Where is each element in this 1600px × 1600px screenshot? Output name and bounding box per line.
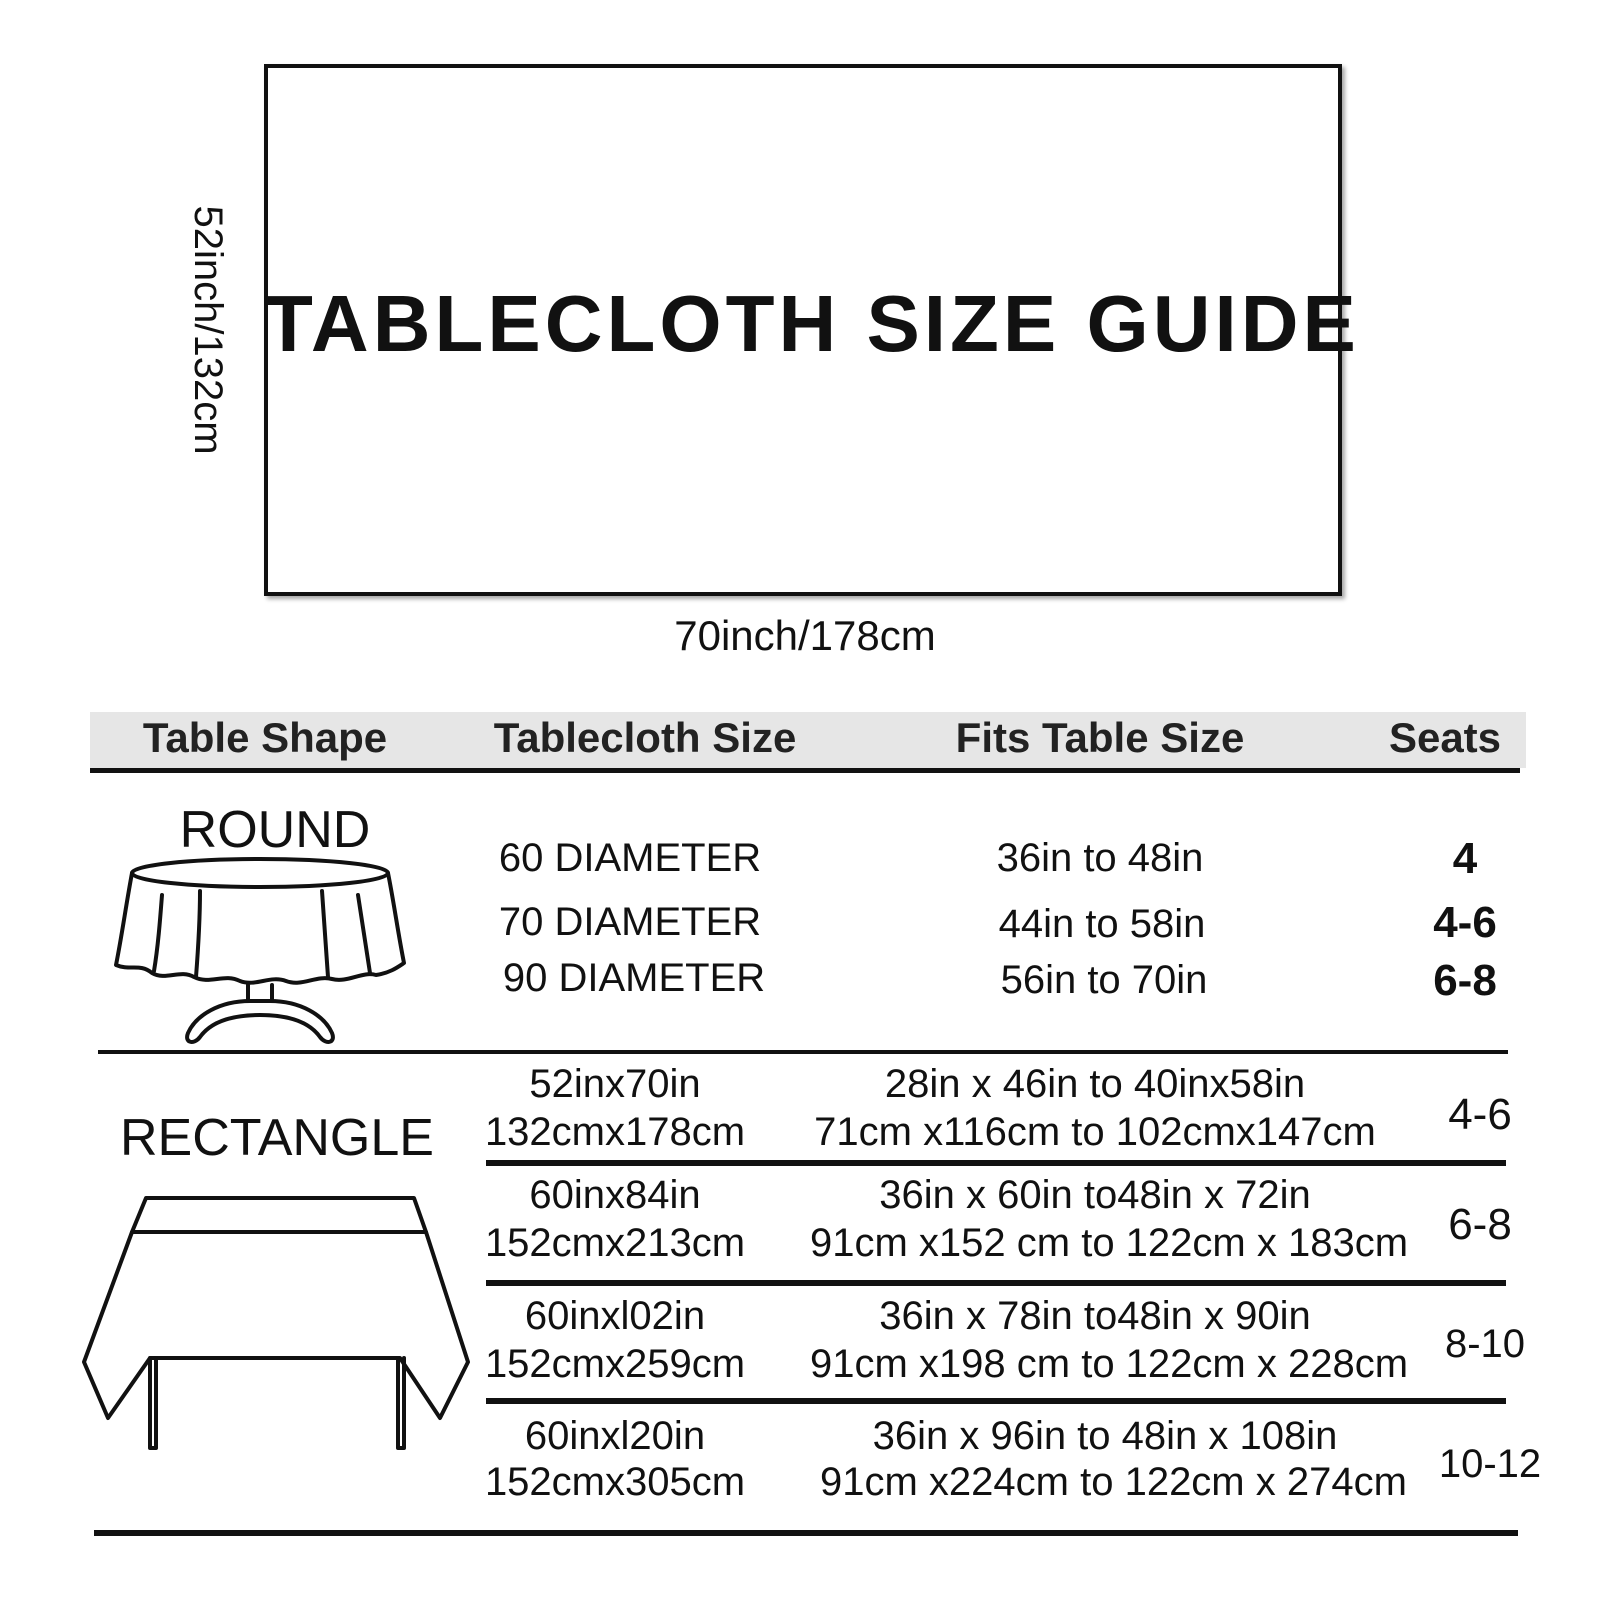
rect-fits-in-1: 28in x 46in to 40inx58in: [884, 1062, 1306, 1106]
rectangle-table-icon: [78, 1190, 474, 1460]
rect-seats-3: 8-10: [1444, 1322, 1526, 1366]
header-fits-table-size: Fits Table Size: [955, 714, 1245, 761]
rect-cloth-cm-1: 132cmx178cm: [484, 1110, 746, 1154]
rect-seats-2: 6-8: [1448, 1200, 1512, 1249]
section-divider: [98, 1050, 1508, 1054]
round-cloth-1: 60 DIAMETER: [498, 836, 762, 880]
rect-fits-in-4: 36in x 96in to 48in x 108in: [872, 1414, 1338, 1458]
rect-fits-cm-4: 91cm x224cm to 122cm x 274cm: [820, 1460, 1407, 1504]
header-table-shape: Table Shape: [142, 714, 388, 761]
row-divider: [486, 1398, 1506, 1404]
row-divider: [486, 1160, 1506, 1166]
rect-cloth-in-3: 60inxl02in: [524, 1294, 706, 1338]
rectangle-label: RECTANGLE: [120, 1109, 434, 1167]
round-table-icon: [100, 855, 420, 1045]
rect-cloth-cm-4: 152cmx305cm: [484, 1460, 746, 1504]
rect-fits-in-2: 36in x 60in to48in x 72in: [879, 1173, 1311, 1217]
row-divider: [486, 1280, 1506, 1286]
rect-cloth-in-4: 60inxl20in: [524, 1414, 706, 1458]
round-fits-1: 36in to 48in: [996, 836, 1204, 880]
rect-cloth-cm-3: 152cmx259cm: [484, 1342, 746, 1386]
round-cloth-3: 90 DIAMETER: [502, 956, 766, 1000]
rect-fits-cm-1: 71cm x116cm to 102cmx147cm: [814, 1110, 1376, 1154]
guide-title: TABLECLOTH SIZE GUIDE: [264, 279, 1360, 368]
width-dimension-label: 70inch/178cm: [674, 612, 936, 659]
rect-cloth-in-1: 52inx70in: [529, 1062, 701, 1106]
round-cloth-2: 70 DIAMETER: [498, 900, 762, 944]
round-seats-1: 4: [1452, 834, 1478, 883]
header-divider: [90, 768, 1520, 773]
rect-seats-1: 4-6: [1448, 1090, 1512, 1139]
table-bottom-rule: [94, 1530, 1518, 1536]
round-fits-3: 56in to 70in: [1000, 958, 1208, 1002]
rect-fits-cm-3: 91cm x198 cm to 122cm x 228cm: [810, 1342, 1409, 1386]
rect-cloth-in-2: 60inx84in: [529, 1173, 701, 1217]
rect-fits-in-3: 36in x 78in to48in x 90in: [879, 1294, 1311, 1338]
rect-cloth-cm-2: 152cmx213cm: [484, 1221, 746, 1265]
round-seats-2: 4-6: [1433, 898, 1497, 947]
round-seats-3: 6-8: [1433, 956, 1497, 1005]
header-seats: Seats: [1388, 714, 1502, 761]
round-fits-2: 44in to 58in: [998, 902, 1206, 946]
rect-fits-cm-2: 91cm x152 cm to 122cm x 183cm: [810, 1221, 1409, 1265]
round-label: ROUND: [179, 801, 371, 859]
rect-seats-4: 10-12: [1438, 1442, 1542, 1486]
header-tablecloth-size: Tablecloth Size: [493, 714, 797, 761]
height-dimension-label: 52inch/132cm: [186, 205, 230, 455]
